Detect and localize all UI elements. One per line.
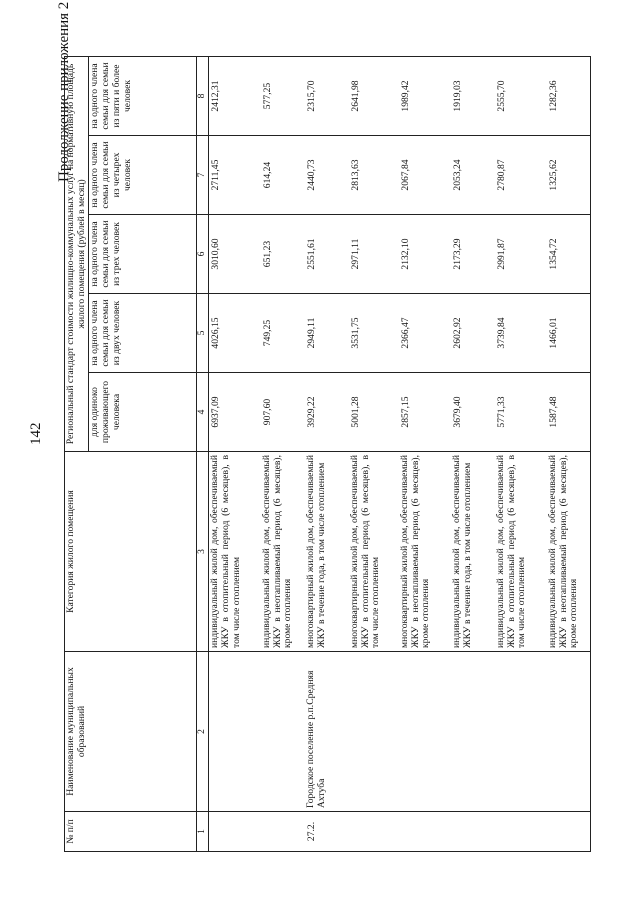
tariff-value: 2555,70 xyxy=(495,56,547,135)
municipality-name xyxy=(399,652,451,812)
tariff-value: 2315,70 xyxy=(305,56,349,135)
continuation-title: Продолжение приложения 2 xyxy=(56,1,72,182)
municipality-name xyxy=(547,652,591,812)
tariff-value: 2949,11 xyxy=(305,294,349,373)
tariff-value: 651,23 xyxy=(261,215,305,294)
tariff-value: 5001,28 xyxy=(349,373,399,452)
tariff-value: 749,25 xyxy=(261,294,305,373)
tariff-value: 2780,87 xyxy=(495,136,547,215)
tariff-value: 4026,15 xyxy=(209,294,261,373)
tariff-value: 1466,01 xyxy=(547,294,591,373)
row-number xyxy=(451,812,495,852)
tariff-value: 1919,03 xyxy=(451,56,495,135)
tariff-value: 5771,33 xyxy=(495,373,547,452)
col-number: 6 xyxy=(197,215,209,294)
tariff-value: 3010,60 xyxy=(209,215,261,294)
tariff-value: 3531,75 xyxy=(349,294,399,373)
table-row xyxy=(547,56,591,851)
table-row xyxy=(451,56,495,851)
header-sub-4: на одного члена семьи для семьи из четырех человек xyxy=(89,136,197,215)
tariff-value: 2067,84 xyxy=(399,136,451,215)
tariff-value: 2813,63 xyxy=(349,136,399,215)
row-number xyxy=(547,812,591,852)
tariff-value: 1989,42 xyxy=(399,56,451,135)
row-number xyxy=(209,812,261,852)
tariff-value: 2602,92 xyxy=(451,294,495,373)
housing-category: индивидуальный жилой дом, обеспечиваемый ЖКУ в отопительный период (6 месяцев), в том числе отоплением xyxy=(209,452,261,652)
header-name: Наименование муниципальных образований xyxy=(65,652,197,812)
tariff-value: 2053,24 xyxy=(451,136,495,215)
col-number: 8 xyxy=(197,56,209,135)
municipality-name xyxy=(451,652,495,812)
housing-category: многоквартирный жилой дом, обеспечиваемый ЖКУ в течение года, в том числе отоплением xyxy=(305,452,349,652)
header-sub-3: на одного члена семьи для семьи из трех человек xyxy=(89,215,197,294)
table-body xyxy=(209,56,591,851)
row-number xyxy=(495,812,547,852)
col-number: 3 xyxy=(197,452,209,652)
tariff-value: 2440,73 xyxy=(305,136,349,215)
header-sub-5: на одного члена семьи для семьи из пяти и более человек xyxy=(89,56,197,135)
col-number: 1 xyxy=(197,812,209,852)
housing-category: индивидуальный жилой дом, обеспечиваемый ЖКУ в течение года, в том числе отоплением xyxy=(451,452,495,652)
municipality-name xyxy=(349,652,399,812)
table-row xyxy=(305,56,349,851)
column-number-row xyxy=(197,56,209,851)
housing-category: многоквартирный жилой дом, обеспечиваемый ЖКУ в неотапливаемый период (6 месяцев), кроме отопления xyxy=(399,452,451,652)
tariff-value: 2971,11 xyxy=(349,215,399,294)
tariff-value: 2412,31 xyxy=(209,56,261,135)
table-row xyxy=(495,56,547,851)
table-row xyxy=(399,56,451,851)
tariff-value: 1587,48 xyxy=(547,373,591,452)
header-num: № п/п xyxy=(65,812,197,852)
tariff-value: 2173,29 xyxy=(451,215,495,294)
municipality-name: Городское поселение р.п.Средняя Ахтуба xyxy=(305,652,349,812)
housing-category: многоквартирный жилой дом, обеспечиваемый ЖКУ в отопительный период (6 месяцев), в том числе отоплением xyxy=(349,452,399,652)
col-number: 4 xyxy=(197,373,209,452)
row-number xyxy=(349,812,399,852)
tariff-value: 2366,47 xyxy=(399,294,451,373)
tariff-value: 2991,87 xyxy=(495,215,547,294)
tariff-value: 907,60 xyxy=(261,373,305,452)
tariff-value: 2132,10 xyxy=(399,215,451,294)
housing-category: индивидуальный жилой дом, обеспечиваемый ЖКУ в неотапливаемый период (6 месяцев), кроме отопления xyxy=(261,452,305,652)
col-number: 7 xyxy=(197,136,209,215)
housing-category: индивидуальный жилой дом, обеспечиваемый ЖКУ в отопительный период (6 месяцев), в том числе отоплением xyxy=(495,452,547,652)
row-number: 27.2. xyxy=(305,812,349,852)
municipality-name xyxy=(261,652,305,812)
header-row-1 xyxy=(65,56,89,851)
tariff-value: 1354,72 xyxy=(547,215,591,294)
table-row xyxy=(261,56,305,851)
tariff-value: 1325,62 xyxy=(547,136,591,215)
table-row xyxy=(349,56,399,851)
housing-category: индивидуальный жилой дом, обеспечиваемый ЖКУ в неотапливаемый период (6 месяцев), кроме отопления xyxy=(547,452,591,652)
tariff-value: 2551,61 xyxy=(305,215,349,294)
municipality-name xyxy=(209,652,261,812)
tariff-table xyxy=(64,56,591,852)
row-number xyxy=(261,812,305,852)
tariff-value: 1282,36 xyxy=(547,56,591,135)
header-sub-2: на одного члена семьи для семьи из двух человек xyxy=(89,294,197,373)
tariff-value: 3679,40 xyxy=(451,373,495,452)
row-number xyxy=(399,812,451,852)
col-number: 2 xyxy=(197,652,209,812)
tariff-value: 3929,22 xyxy=(305,373,349,452)
tariff-value: 2711,45 xyxy=(209,136,261,215)
tariff-value: 6937,09 xyxy=(209,373,261,452)
page-number: 142 xyxy=(28,422,44,445)
tariff-value: 614,24 xyxy=(261,136,305,215)
col-number: 5 xyxy=(197,294,209,373)
header-sub-1: для одиноко проживающего человека xyxy=(89,373,197,452)
tariff-value: 577,25 xyxy=(261,56,305,135)
header-group-title: Региональный стандарт стоимости жилищно-коммунальных услуг на нормативную площадь жилого помещения (рублей в месяц) xyxy=(65,56,89,451)
table-row xyxy=(209,56,261,851)
header-category: Категория жилого помещения xyxy=(65,452,197,652)
tariff-value: 3739,84 xyxy=(495,294,547,373)
tariff-value: 2857,15 xyxy=(399,373,451,452)
rotated-page xyxy=(64,57,630,852)
tariff-value: 2641,98 xyxy=(349,56,399,135)
municipality-name xyxy=(495,652,547,812)
